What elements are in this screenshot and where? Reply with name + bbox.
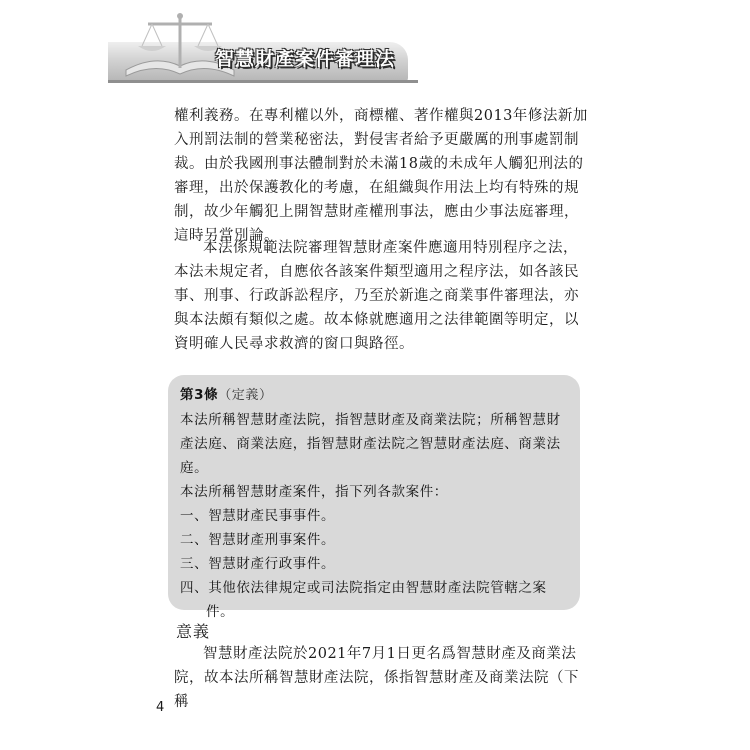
body-paragraph: 權利義務。在專利權以外，商標權、著作權與2013年修法新加入刑罰法制的營業秘密法，對侵害者給予更嚴厲的刑事處罰制裁。由於我國刑事法體制對於未滿18歲的未成年人觸犯刑法的審理，出於保護教化的考慮，在組織與作用法上均有特殊的規制，故少年觸犯上開智慧財產權刑事法，應由少事法庭審理，這時另當別論。	[174, 108, 588, 244]
article-heading	[180, 383, 572, 408]
list-item: 四、其他依法律規定或司法院指定由智慧財產法院管轄之案件。	[180, 580, 547, 620]
page-number: 4	[156, 700, 165, 715]
list-item: 三、智慧財產行政事件。	[180, 556, 336, 572]
list-item: 一、智慧財產民事事件。	[180, 508, 336, 524]
header-rule	[108, 80, 418, 83]
body-paragraph: 智慧財產法院於2021年7月1日更名爲智慧財產及商業法院，故本法所稱智慧財產法院，係指智慧財產及商業法院（下稱	[174, 646, 579, 710]
article-paragraph: 本法所稱智慧財產法院，指智慧財產及商業法院；所稱智慧財產法庭、商業法庭，指智慧財產法院之智慧財產法庭、商業法庭。	[180, 412, 561, 476]
section-heading: 意義	[176, 622, 211, 641]
article-caption: （定義）	[218, 388, 273, 403]
article-number: 第3條	[180, 387, 219, 403]
article-box	[168, 375, 580, 620]
running-head-title: 智慧財產案件審理法	[215, 48, 396, 70]
body-paragraph: 本法係規範法院審理智慧財產案件應適用特別程序之法，本法未規定者，自應依各該案件類型適用之程序法，如各該民事、刑事、行政訴訟程序，乃至於新進之商業事件審理法，亦與本法頗有類似之處。故本條就應適用之法律範圍等明定，以資明確人民尋求救濟的窗口與路徑。	[174, 240, 579, 352]
page-header	[0, 0, 750, 84]
article-paragraph: 本法所稱智慧財產案件，指下列各款案件：	[180, 484, 448, 500]
list-item: 二、智慧財產刑事案件。	[180, 532, 336, 548]
